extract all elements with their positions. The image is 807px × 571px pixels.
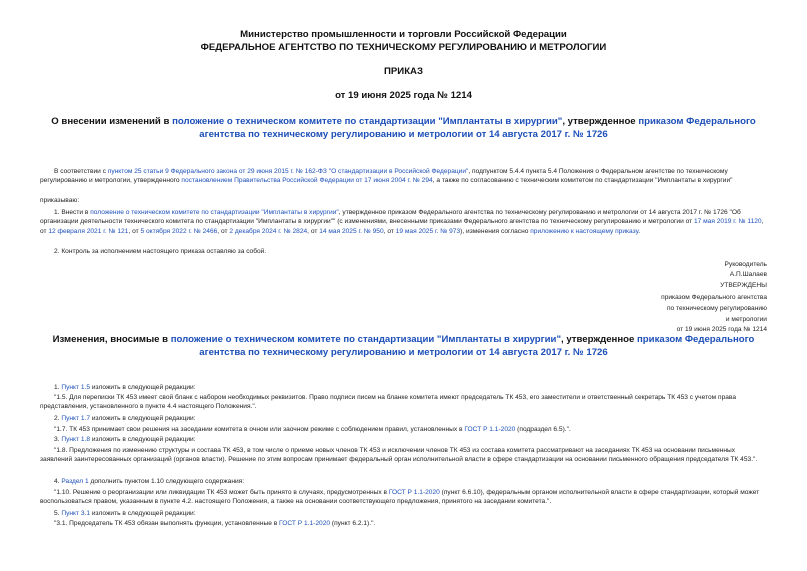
preamble-text-2: , подпунктом 5.4.4 пункта 5.4 Положения о Федеральном агентстве по техническому регулированию и метрологии, утвержденного [40,168,728,185]
preamble-link-decree[interactable]: постановлением Правительства Российской Федерации от 17 июня 2004 г. № 294 [181,177,433,185]
item-1-text-4: . [638,227,641,235]
approval-line-4: и метрологии [725,316,767,323]
title-link-order[interactable]: приказом Федерального агентства по техническому регулированию и метрологии от 14 августа 2017 г. № 1726 [199,116,756,140]
sep: , от [217,227,230,235]
change-num: 3. [54,436,62,443]
change-2-quote [54,425,571,434]
changes-title [40,333,767,359]
changes-title-prefix: Изменения, вносимые в [52,334,171,345]
signature-name: А.П.Шалаев [729,271,767,278]
change-2-quote-end: (подраздел 6.5).". [515,426,571,433]
item-1-link-2022[interactable]: 5 октября 2022 г. № 2466 [140,227,218,235]
change-4-gost-link[interactable]: ГОСТ Р 1.1-2020 [388,489,440,496]
change-4-link[interactable]: Раздел 1 [61,478,89,485]
changes-title-link-regulation[interactable]: положение о техническом комитете по стандартизации "Имплантаты в хирургии" [170,334,561,345]
change-1-quote: "1.5. Для переписки ТК 453 имеет свой бланк с набором необходимых реквизитов. Право подписи писем на бланке комитета имеют председатель ТК 453, его заместители и ответственный секретарь ТК 453 с учетом права представления, установленного в пункте 4.4 настоящего Положения.". [40,394,737,411]
item-1-link-2025-950[interactable]: 14 мая 2025 г. № 950 [319,227,384,235]
change-5-heading [54,509,196,518]
change-1-heading [54,383,196,392]
change-4-text: дополнить пунктом 1.10 следующего содержания: [88,478,245,485]
item-1-link-2024[interactable]: 2 декабря 2024 г. № 2824 [229,227,308,235]
document-date: от 19 июня 2025 года № 1214 [335,90,472,101]
change-3-link[interactable]: Пункт 1.8 [61,436,90,443]
title-link-regulation[interactable]: положение о техническом комитете по стандартизации "Имплантаты в хирургии" [172,116,563,127]
change-4-heading [54,477,244,486]
item-1-link-regulation[interactable]: положение о техническом комитете по стандартизации "Имплантаты в хирургии" [90,209,339,216]
order-title [40,115,767,141]
item-1-link-2021[interactable]: 12 февраля 2021 г. № 121 [48,227,129,235]
change-4-quote [40,488,767,507]
item-1-text-3: ), изменения согласно [460,227,531,235]
title-mid: , утвержденное [562,116,639,127]
item-1-link-2019[interactable]: 17 мая 2019 г. № 1120 [693,218,762,226]
change-num: 1. [54,384,62,391]
ministry-name: Министерство промышленности и торговли Российской Федерации [240,29,567,40]
change-5-quote [54,519,375,528]
approval-line-5: от 19 июня 2025 года № 1214 [676,326,767,333]
change-2-link[interactable]: Пункт 1.7 [61,415,90,422]
signature-role: Руководитель [724,261,767,268]
sep: , от [383,227,396,235]
approval-line-1: УТВЕРЖДЕНЫ [720,282,767,289]
sep: , от [128,227,141,235]
change-2-heading [54,414,196,423]
item-1-paragraph [40,208,767,236]
change-5-gost-link[interactable]: ГОСТ Р 1.1-2020 [279,520,331,527]
change-num: 2. [54,415,62,422]
sep: , от [40,218,764,235]
item-1-text-1: 1. Внести в [54,209,91,216]
change-num: 5. [54,510,62,517]
item-2-paragraph: 2. Контроль за исполнением настоящего приказа оставляю за собой. [54,248,267,255]
change-5-text: изложить в следующей редакции: [90,510,196,517]
change-2-text: изложить в следующей редакции: [90,415,196,422]
preamble-paragraph [40,167,767,186]
document-type: ПРИКАЗ [384,66,423,77]
change-2-quote-text: "1.7. ТК 453 принимает свои решения на заседании комитета в очном или заочном режиме с соблюдением правил, установленных в [54,426,465,433]
approval-line-3: по техническому регулированию [666,305,767,312]
preamble-text-1: В соответствии с [54,168,108,175]
change-5-quote-end: (пункт 6.2.1).". [330,520,376,527]
changes-title-mid: , утвержденное [561,334,638,345]
change-num: 4. [54,478,62,485]
preamble-link-law[interactable]: пунктом 25 статьи 9 Федерального закона от 29 июня 2015 г. № 162-ФЗ "О стандартизации в Российской Федерации" [107,168,469,175]
change-2-gost-link[interactable]: ГОСТ Р 1.1-2020 [464,426,516,433]
change-4-quote-end: (пункт 6.6.10), федеральным органом исполнительной власти в сфере стандартизации, который может воспользоваться правом, указанным в пункте 4.2. настоящего Положения, а также на основании соответствующего предложения, принятого на заседании комитета.". [40,489,760,506]
agency-name: ФЕДЕРАЛЬНОЕ АГЕНТСТВО ПО ТЕХНИЧЕСКОМУ РЕГУЛИРОВАНИЮ И МЕТРОЛОГИИ [200,42,607,53]
preamble-text-3: , а также по согласованию с техническим комитетом по стандартизации "Имплантаты в хирургии" [432,177,733,185]
item-1-link-appendix[interactable]: приложению к настоящему приказу [530,227,639,235]
change-5-link[interactable]: Пункт 3.1 [61,510,90,517]
sep: , от [307,227,320,235]
approval-line-2: приказом Федерального агентства [661,294,767,301]
change-3-heading [54,435,196,444]
item-1-text-2: , утвержденное приказом Федерального агентства по техническому регулированию и метрологии от 14 августа 2017 г. № 1726 "Об организации деятельности технического комитета по стандартизации "Имплантаты в хирургии"" (с изменениями, внесенными приказами Федерального агентства по техническому регулированию и метрологии от [40,209,741,226]
item-1-link-2025-973[interactable]: 19 мая 2025 г. № 973 [395,227,461,235]
changes-title-link-order[interactable]: приказом Федерального агентства по техническому регулированию и метрологии от 14 августа 2017 г. № 1726 [199,334,755,358]
change-3-text: изложить в следующей редакции: [90,436,196,443]
change-3-quote: "1.8. Предложения по изменению структуры и состава ТК 453, в том числе о приеме новых членов ТК 453 и исключении членов ТК 453 из состава комитета рассматривают на заседаниях ТК 453 на основании письменных заявлений заинтересованных организаций (органов власти). Решение по этим вопросам принимает федеральный орган исполнительной власти в сфере стандартизации на основании письменного обращения председателя ТК 453.". [40,447,758,464]
change-5-quote-text: "3.1. Председатель ТК 453 обязан выполнять функции, установленные в [54,520,280,527]
order-word: приказываю: [40,197,80,204]
change-4-quote-text: "1.10. Решение о реорганизации или ликвидации ТК 453 может быть принято в случаях, предусмотренных в [54,489,389,496]
title-prefix: О внесении изменений в [51,116,173,127]
change-1-text: изложить в следующей редакции: [90,384,196,391]
change-1-link[interactable]: Пункт 1.5 [61,384,90,391]
